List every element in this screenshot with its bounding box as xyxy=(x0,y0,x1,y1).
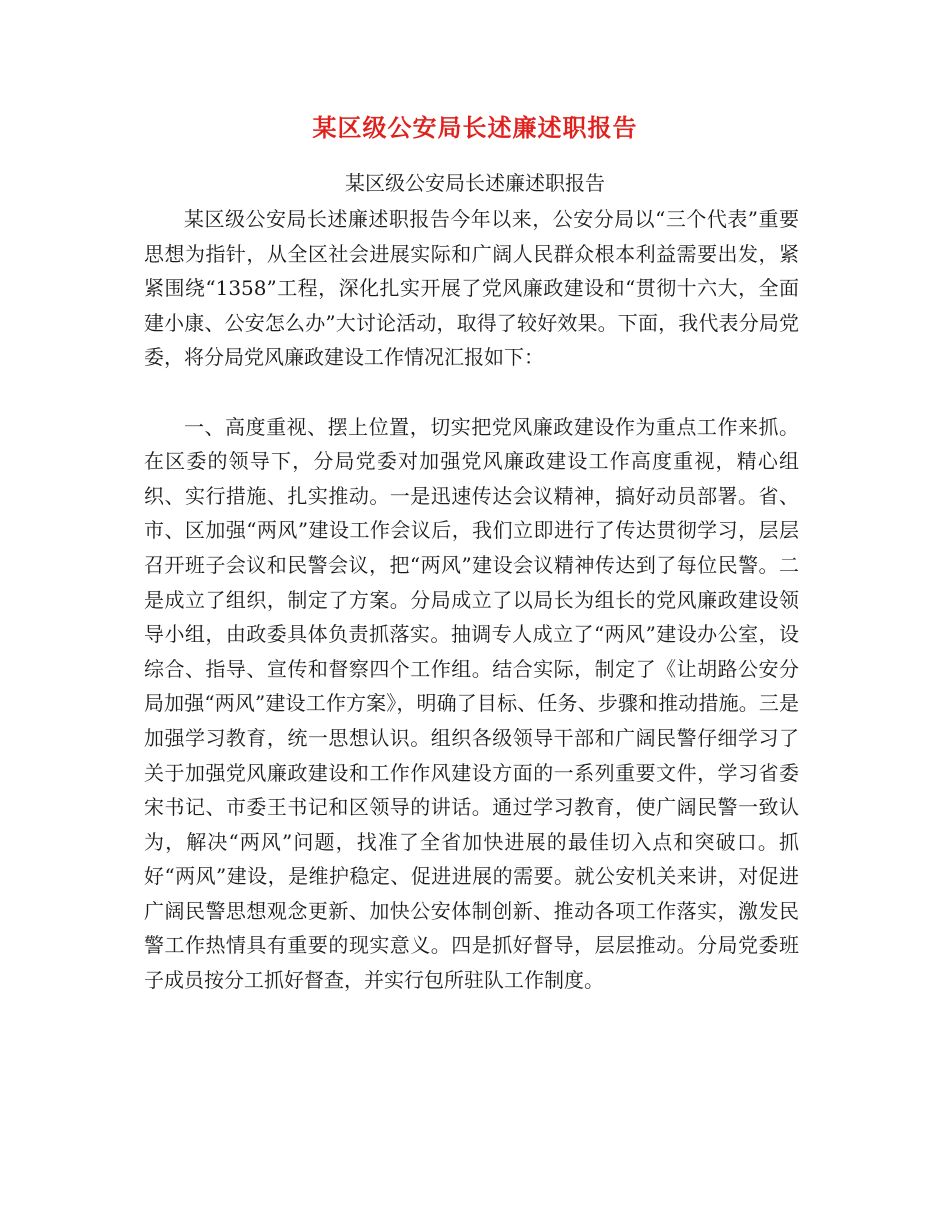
document-body xyxy=(144,202,799,998)
paragraph-section-one: 一、高度重视、摆上位置，切实把党风廉政建设作为重点工作来抓。 在区委的领导下，分局党委对加强党风廉政建设工作高度重视，精心组织、实行措施、扎实推动。一是迅速传达会议精神，搞好动员部署。省、市、区加强“两风”建设工作会议后，我们立即进行了传达贯彻学习，层层召开班子会议和民警会议，把“两风”建设会议精神传达到了每位民警。二是成立了组织，制定了方案。分局成立了以局长为组长的党风廉政建设领导小组，由政委具体负责抓落实。抽调专人成立了“两风”建设办公室，设综合、指导、宣传和督察四个工作组。结合实际，制定了《让胡路公安分局加强“两风”建设工作方案》，明确了目标、任务、步骤和推动措施。三是加强学习教育，统一思想认识。组织各级领导干部和广阔民警仔细学习了关于加强党风廉政建设和工作作风建设方面的一系列重要文件，学习省委宋书记、市委王书记和区领导的讲话。通过学习教育，使广阔民警一致认为，解决“两风”问题，找准了全省加快进展的最佳切入点和突破口。抓好“两风”建设，是维护稳定、促进进展的需要。就公安机关来讲，对促进广阔民警思想观念更新、加快公安体制创新、推动各项工作落实，激发民警工作热情具有重要的现实意义。四是抓好督导，层层推动。分局党委班子成员按分工抓好督查，并实行包所驻队工作制度。 xyxy=(144,414,799,993)
paragraph-intro: 某区级公安局长述廉述职报告今年以来，公安分局以“三个代表”重要思想为指针，从全区社会进展实际和广阔人民群众根本利益需要出发，紧紧围绕“1358”工程，深化扎实开展了党风廉政建设和“贯彻十六大，全面建小康、公安怎么办”大讨论活动，取得了较好效果。下面，我代表分局党委，将分局党风廉政建设工作情况汇报如下： xyxy=(144,207,799,370)
document-subtitle: 某区级公安局长述廉述职报告 xyxy=(345,171,605,195)
document-title: 某区级公安局长述廉述职报告 xyxy=(312,113,638,142)
